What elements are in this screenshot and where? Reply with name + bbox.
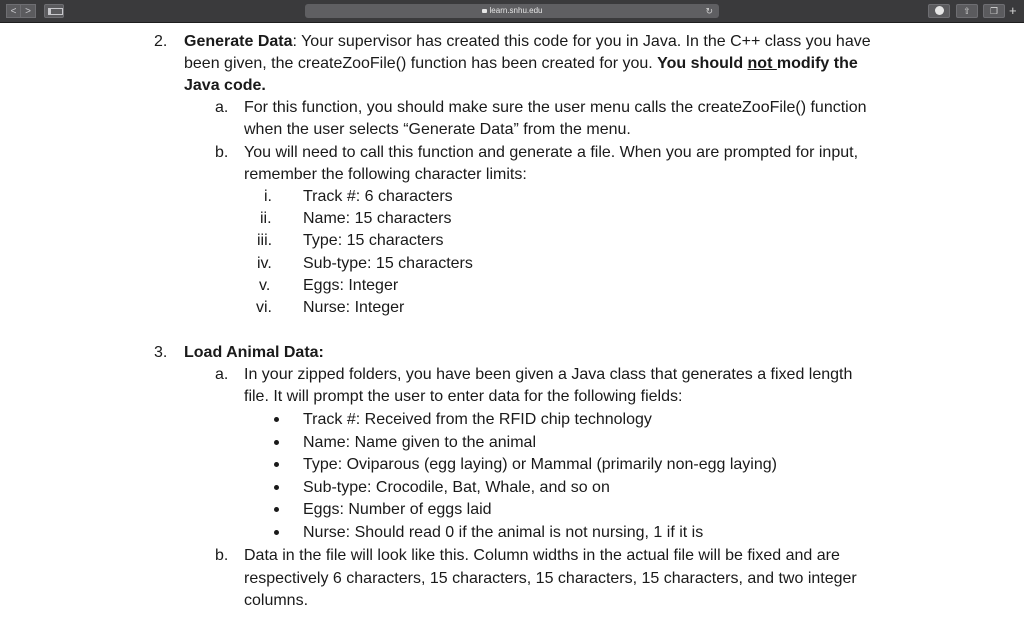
section-title: Load Animal Data: — [184, 344, 324, 361]
item-letter: a. — [215, 366, 229, 383]
download-icon — [935, 6, 944, 15]
paragraph-line: remember the following character limits: — [244, 166, 527, 183]
address-bar[interactable] — [305, 4, 719, 18]
item-letter: b. — [215, 144, 229, 161]
forward-icon: > — [25, 6, 31, 17]
browser-toolbar — [0, 0, 1024, 23]
list-item: Nurse: Should read 0 if the animal is not nursing, 1 if it is — [303, 524, 704, 541]
bullet — [274, 462, 279, 467]
list-item: Track #: 6 characters — [303, 188, 453, 205]
list-item: Track #: Received from the RFID chip technology — [303, 411, 652, 428]
list-item: Sub-type: Crocodile, Bat, Whale, and so on — [303, 479, 610, 496]
list-item: Name: Name given to the animal — [303, 434, 536, 451]
list-item: Nurse: Integer — [303, 299, 405, 316]
list-number: iii. — [257, 232, 273, 249]
back-button[interactable] — [6, 4, 21, 18]
document-page — [0, 23, 1024, 640]
forward-button[interactable] — [21, 4, 36, 18]
section-number: 3. — [154, 344, 168, 361]
share-icon: ⇧ — [963, 6, 971, 16]
tabs-icon: ❐ — [989, 6, 999, 16]
plus-icon: + — [1009, 3, 1017, 18]
list-number: vi. — [256, 299, 272, 316]
section-number: 2. — [154, 33, 168, 50]
paragraph-line: respectively 6 characters, 15 characters, 15 characters, 15 characters, and two integer — [244, 570, 857, 587]
bullet — [274, 530, 279, 535]
share-button[interactable] — [956, 4, 978, 18]
sidebar-icon — [48, 8, 63, 15]
list-number: i. — [264, 188, 272, 205]
list-item: Sub-type: 15 characters — [303, 255, 473, 272]
new-tab-button[interactable] — [1009, 5, 1017, 17]
list-item: Name: 15 characters — [303, 210, 452, 227]
bullet — [274, 417, 279, 422]
nav-buttons — [6, 4, 36, 18]
list-item: Type: Oviparous (egg laying) or Mammal (primarily non-egg laying) — [303, 456, 777, 473]
paragraph-line: Generate Data: Your supervisor has created this code for you in Java. In the C++ class you have — [184, 33, 871, 50]
show-tabs-button[interactable] — [983, 4, 1005, 18]
item-letter: b. — [215, 547, 229, 564]
list-number: iv. — [257, 255, 272, 272]
back-icon: < — [10, 6, 17, 17]
bullet — [274, 485, 279, 490]
paragraph-line: file. It will prompt the user to enter data for the following fields: — [244, 388, 683, 405]
paragraph-line: For this function, you should make sure the user menu calls the createZooFile() function — [244, 99, 867, 116]
paragraph-line: when the user selects “Generate Data” from the menu. — [244, 121, 631, 138]
sidebar-toggle-button[interactable] — [44, 4, 64, 18]
paragraph-line: columns. — [244, 592, 309, 609]
list-item: Eggs: Number of eggs laid — [303, 501, 492, 518]
paragraph-line: Java code. — [184, 77, 266, 94]
bullet — [274, 440, 279, 445]
list-number: ii. — [260, 210, 272, 227]
paragraph-line: been given, the createZooFile() function has been created for you. You should not modify the — [184, 55, 858, 72]
section-title: Generate Data — [184, 33, 293, 50]
paragraph-line: You will need to call this function and generate a file. When you are prompted for input, — [244, 144, 859, 161]
list-item: Type: 15 characters — [303, 232, 444, 249]
paragraph-line: In your zipped folders, you have been given a Java class that generates a fixed length — [244, 366, 853, 383]
bullet — [274, 507, 279, 512]
paragraph-line: Data in the file will look like this. Column widths in the actual file will be fixed and are — [244, 547, 840, 564]
list-item: Eggs: Integer — [303, 277, 399, 294]
url-text: learn.snhu.edu — [489, 6, 543, 15]
downloads-button[interactable] — [928, 4, 950, 18]
item-letter: a. — [215, 99, 229, 116]
list-number: v. — [259, 277, 271, 294]
lock-icon — [482, 9, 487, 13]
reload-icon[interactable]: ↻ — [705, 6, 713, 16]
